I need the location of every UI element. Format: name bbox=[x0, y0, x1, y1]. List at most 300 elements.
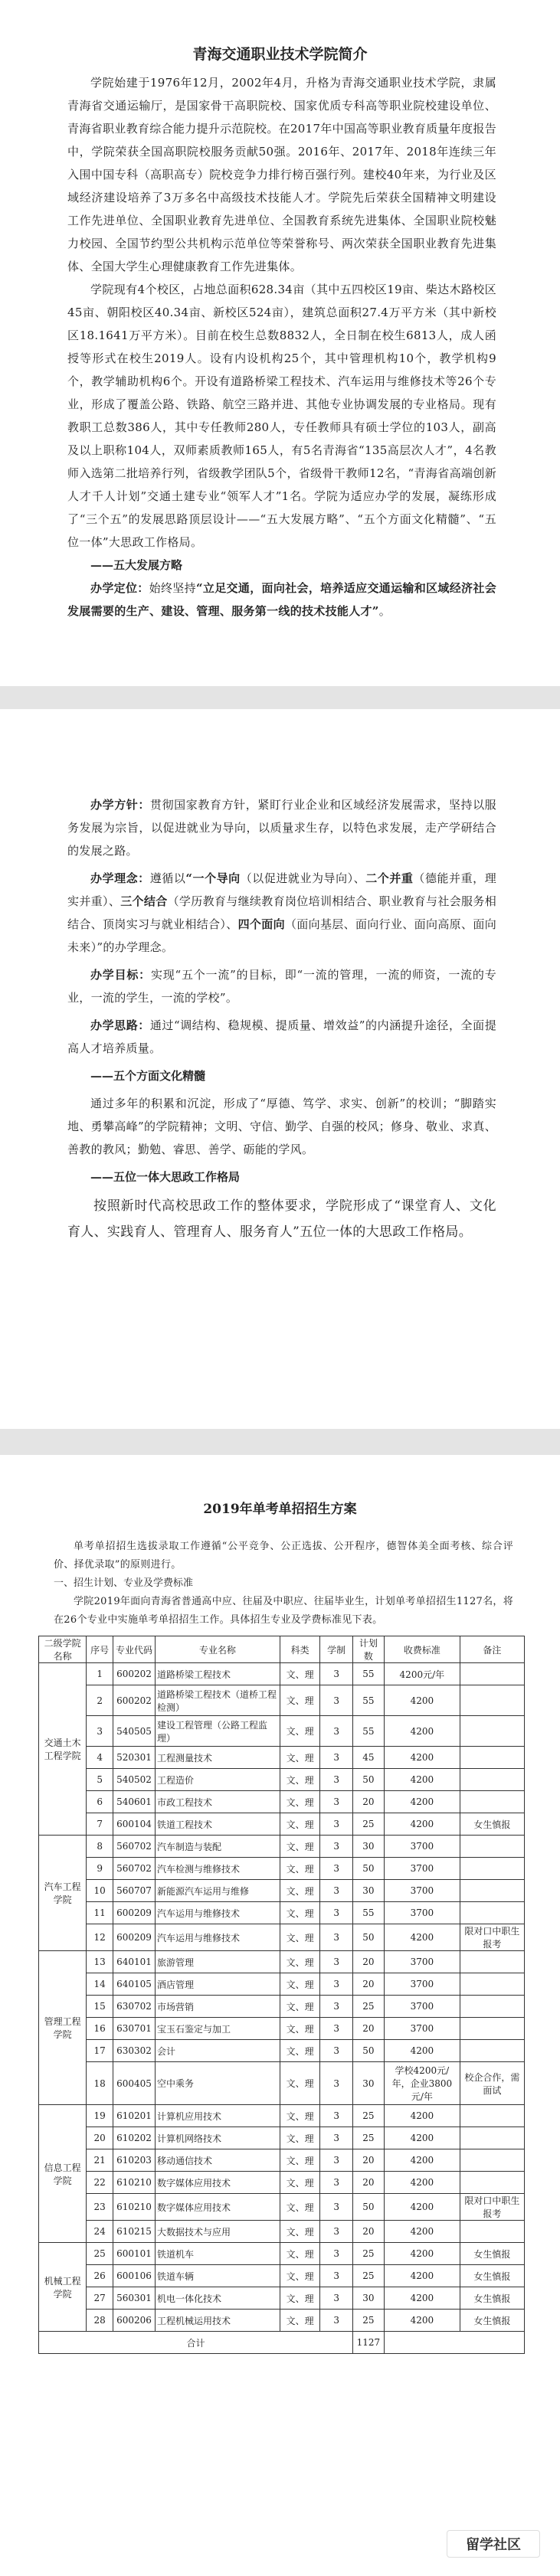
category-cell: 文、理 bbox=[280, 2310, 320, 2332]
category-cell: 文、理 bbox=[280, 1996, 320, 2018]
major-cell: 铁道机车 bbox=[155, 2243, 280, 2265]
category-cell: 文、理 bbox=[280, 1951, 320, 1973]
duration-cell: 3 bbox=[320, 1924, 353, 1951]
plan-cell: 25 bbox=[352, 2105, 384, 2127]
philosophy-part-5: 三个结合 bbox=[120, 894, 168, 908]
plan-cell: 20 bbox=[352, 2018, 384, 2040]
goal-text: 实现“五个一流”的目标，即“一流的管理，一流的师资，一流的专业，一流的学生，一流的学校”。 bbox=[67, 968, 496, 1005]
category-cell: 文、理 bbox=[280, 1769, 320, 1791]
duration-cell: 3 bbox=[320, 2243, 353, 2265]
fee-cell: 4200 bbox=[384, 2243, 460, 2265]
major-cell: 旅游管理 bbox=[155, 1951, 280, 1973]
index-cell: 18 bbox=[87, 2062, 113, 2105]
major-cell: 道路桥梁工程技术 bbox=[155, 1663, 280, 1685]
code-cell: 540505 bbox=[113, 1716, 156, 1747]
philosophy-part-3: 二个并重 bbox=[365, 871, 414, 885]
category-cell: 文、理 bbox=[280, 1716, 320, 1747]
philosophy-part-6: （学历教育与继续教育岗位培训相结合、职业教育与社会服务相结合、顶岗实习与就业相结合）、 bbox=[67, 894, 496, 931]
fee-cell: 4200 bbox=[384, 1769, 460, 1791]
college-cell: 汽车工程学院 bbox=[39, 1836, 87, 1951]
intro-paragraph-campus: 学院现有4个校区，占地总面积628.34亩（其中五四校区19亩、柴达木路校区45亩、朝阳校区40.34亩、新校区524亩），建筑总面积27.4万平方米（其中新校区18.1641万平方米）。目前在校生总数8832人，全日制在校生6813人，成人函授等形式在校生2019人。设有内设机构25个，其中管理机构10个，教学机构9个，教学辅助机构6个。开设有道路桥梁工程技术、汽车运用与维修技术等26个专业，形成了覆盖公路、铁路、航空三路并进、其他专业协调发展的专业格局。现有教职工总数386人，其中专任教师280人，专任教师具有硕士学位的103人，副高及以上职称104人，双师素质教师165人，有5名青海省“135高层次人才”，4名教师入选第二批培养行列，省级教学团队5个，省级骨干教师12名，“青海省高端创新人才千人计划”交通土建专业“领军人才”1名。学院为适应办学的发展，凝练形成了“三个五”的发展思路顶层设计——“五大发展方略”、“五个方面文化精髓”、“五位一体”大思政工作格局。 bbox=[67, 283, 496, 549]
goal-paragraph bbox=[67, 963, 496, 1009]
code-cell: 630702 bbox=[113, 1996, 156, 2018]
table-row bbox=[39, 1813, 525, 1836]
code-cell: 600202 bbox=[113, 1663, 156, 1685]
category-cell: 文、理 bbox=[280, 1791, 320, 1813]
table-row bbox=[39, 1996, 525, 2018]
code-cell: 600106 bbox=[113, 2265, 156, 2287]
remark-cell: 限对口中职生报考 bbox=[460, 2194, 524, 2221]
table-row bbox=[39, 2149, 525, 2172]
table-row bbox=[39, 2194, 525, 2221]
code-cell: 600104 bbox=[113, 1813, 156, 1836]
table-row bbox=[39, 1663, 525, 1685]
index-cell: 15 bbox=[87, 1996, 113, 2018]
code-cell: 560702 bbox=[113, 1858, 156, 1880]
remark-cell bbox=[460, 1685, 524, 1716]
duration-cell: 3 bbox=[320, 1813, 353, 1836]
admission-intro: 单考单招招生选拔录取工作遵循“公平竞争、公正选拔、公开程序，德智体美全面考核、综合评价、择优录取”的原则进行。 bbox=[54, 1541, 513, 1571]
policy-text: 贯彻国家教育方针，紧盯行业企业和区域经济发展需求，坚持以服务发展为宗旨，以促进就业为导向，以质量求生存，以特色求发展，走产学研结合的发展之路。 bbox=[67, 798, 496, 858]
category-cell: 文、理 bbox=[280, 2287, 320, 2310]
category-cell: 文、理 bbox=[280, 1747, 320, 1769]
remark-cell bbox=[460, 1791, 524, 1813]
index-cell: 5 bbox=[87, 1769, 113, 1791]
major-cell: 机电一体化技术 bbox=[155, 2287, 280, 2310]
remark-cell: 女生慎报 bbox=[460, 2287, 524, 2310]
major-cell: 空中乘务 bbox=[155, 2062, 280, 2105]
header-fee: 收费标准 bbox=[384, 1636, 460, 1663]
code-cell: 600405 bbox=[113, 2062, 156, 2105]
header-duration: 学制 bbox=[320, 1636, 353, 1663]
code-cell: 540601 bbox=[113, 1791, 156, 1813]
plan-cell: 50 bbox=[352, 2194, 384, 2221]
plan-cell: 45 bbox=[352, 1747, 384, 1769]
intro-paragraph-history: 学院始建于1976年12月，2002年4月，升格为青海交通职业技术学院，隶属青海省交通运输厅，是国家骨干高职院校、国家优质专科高等职业院校建设单位、青海省职业教育综合能力提升示范院校。在2017年中国高等职业教育质量年度报告中，学院荣获全国高职院校服务贡献50强。2016年、2017年、2018年连续三年入围中国专科（高职高专）院校竞争力排行榜百强行列。建校40年来，为行业及区域经济建设培养了3万多名中高级技术技能人才。学院先后荣获全国精神文明建设工作先进单位、全国职业教育先进单位、全国教育系统先进集体、全国职业院校魅力校园、全国节约型公共机构示范单位等荣誉称号、两次荣获全国职业教育先进集体、全国大学生心理健康教育工作先进集体。 bbox=[67, 76, 496, 273]
duration-cell: 3 bbox=[320, 2194, 353, 2221]
approach-label: 办学思路： bbox=[90, 1018, 150, 1032]
fee-cell: 3700 bbox=[384, 1858, 460, 1880]
major-cell: 数字媒体应用技术 bbox=[155, 2172, 280, 2194]
section-heading-ideology: ——五位一体大思政工作格局 bbox=[90, 1170, 241, 1184]
philosophy-part-4: （德能并重，理实并重）、 bbox=[67, 871, 496, 908]
duration-cell: 3 bbox=[320, 1836, 353, 1858]
index-cell: 1 bbox=[87, 1663, 113, 1685]
plan-cell: 25 bbox=[352, 1813, 384, 1836]
index-cell: 16 bbox=[87, 2018, 113, 2040]
total-empty bbox=[384, 2332, 524, 2354]
major-cell: 新能源汽车运用与维修 bbox=[155, 1880, 280, 1902]
category-cell: 文、理 bbox=[280, 1858, 320, 1880]
code-cell: 610202 bbox=[113, 2127, 156, 2149]
code-cell: 600206 bbox=[113, 2310, 156, 2332]
remark-cell bbox=[460, 1769, 524, 1791]
category-cell: 文、理 bbox=[280, 1813, 320, 1836]
index-cell: 27 bbox=[87, 2287, 113, 2310]
positioning-end: 。 bbox=[378, 604, 391, 618]
index-cell: 26 bbox=[87, 2265, 113, 2287]
table-row bbox=[39, 1791, 525, 1813]
table-row bbox=[39, 2243, 525, 2265]
plan-cell: 20 bbox=[352, 1951, 384, 1973]
remark-cell bbox=[460, 1716, 524, 1747]
policy-label: 办学方针： bbox=[90, 798, 150, 812]
remark-cell bbox=[460, 1902, 524, 1924]
plan-cell: 25 bbox=[352, 2265, 384, 2287]
header-code: 专业代码 bbox=[113, 1636, 156, 1663]
code-cell: 610210 bbox=[113, 2172, 156, 2194]
philosophy-part-0: 遵循以 bbox=[149, 871, 186, 885]
document-title: 青海交通职业技术学院简介 bbox=[192, 46, 368, 63]
category-cell: 文、理 bbox=[280, 2040, 320, 2062]
fee-cell: 4200 bbox=[384, 2194, 460, 2221]
fee-cell: 3700 bbox=[384, 1836, 460, 1858]
plan-cell: 50 bbox=[352, 1858, 384, 1880]
duration-cell: 3 bbox=[320, 2062, 353, 2105]
plan-cell: 30 bbox=[352, 1880, 384, 1902]
category-cell: 文、理 bbox=[280, 2221, 320, 2243]
intro-block bbox=[67, 71, 496, 623]
fee-cell: 4200 bbox=[384, 1924, 460, 1951]
major-cell: 汽车运用与维修技术 bbox=[155, 1924, 280, 1951]
major-cell: 道路桥梁工程技术（道桥工程检测） bbox=[155, 1685, 280, 1716]
major-cell: 工程测量技术 bbox=[155, 1747, 280, 1769]
table-row bbox=[39, 1880, 525, 1902]
duration-cell: 3 bbox=[320, 2127, 353, 2149]
plan-cell: 25 bbox=[352, 2127, 384, 2149]
fee-cell: 4200 bbox=[384, 2127, 460, 2149]
table-row bbox=[39, 1858, 525, 1880]
duration-cell: 3 bbox=[320, 1716, 353, 1747]
table-row bbox=[39, 1747, 525, 1769]
category-cell: 文、理 bbox=[280, 1836, 320, 1858]
index-cell: 20 bbox=[87, 2127, 113, 2149]
positioning-statement: “立足交通，面向社会，培养适应交通运输和区域经济社会发展需要的生产、建设、管理、服务第一线的技术技能人才” bbox=[67, 581, 496, 618]
duration-cell: 3 bbox=[320, 2105, 353, 2127]
index-cell: 23 bbox=[87, 2194, 113, 2221]
table-row bbox=[39, 2310, 525, 2332]
fee-cell: 4200 bbox=[384, 2287, 460, 2310]
fee-cell: 4200 bbox=[384, 2149, 460, 2172]
plan-cell: 20 bbox=[352, 2172, 384, 2194]
fee-cell: 4200 bbox=[384, 2040, 460, 2062]
index-cell: 3 bbox=[87, 1716, 113, 1747]
admission-plan-title: 2019年单考单招招生方案 bbox=[203, 1502, 357, 1517]
major-cell: 汽车运用与维修技术 bbox=[155, 1902, 280, 1924]
table-row bbox=[39, 1685, 525, 1716]
fee-cell: 4200 bbox=[384, 1685, 460, 1716]
plan-cell: 20 bbox=[352, 2149, 384, 2172]
major-cell: 建设工程管理（公路工程监理） bbox=[155, 1716, 280, 1747]
duration-cell: 3 bbox=[320, 1951, 353, 1973]
major-cell: 宝玉石鉴定与加工 bbox=[155, 2018, 280, 2040]
code-cell: 640105 bbox=[113, 1973, 156, 1996]
table-row bbox=[39, 2040, 525, 2062]
major-cell: 大数据技术与应用 bbox=[155, 2221, 280, 2243]
duration-cell: 3 bbox=[320, 2310, 353, 2332]
plan-cell: 50 bbox=[352, 2040, 384, 2062]
category-cell: 文、理 bbox=[280, 1880, 320, 1902]
remark-cell bbox=[460, 2149, 524, 2172]
section-heading-culture: ——五个方面文化精髓 bbox=[90, 1069, 206, 1083]
index-cell: 4 bbox=[87, 1747, 113, 1769]
fee-cell: 4200元/年 bbox=[384, 1663, 460, 1685]
fee-cell: 4200 bbox=[384, 2172, 460, 2194]
code-cell: 610201 bbox=[113, 2105, 156, 2127]
document-page-3 bbox=[0, 1455, 560, 2576]
code-cell: 560702 bbox=[113, 1836, 156, 1858]
index-cell: 11 bbox=[87, 1902, 113, 1924]
positioning-pre: 始终坚持 bbox=[149, 581, 196, 595]
category-cell: 文、理 bbox=[280, 1902, 320, 1924]
fee-cell: 4200 bbox=[384, 2221, 460, 2243]
index-cell: 12 bbox=[87, 1924, 113, 1951]
major-cell: 铁道车辆 bbox=[155, 2265, 280, 2287]
header-remark: 备注 bbox=[460, 1636, 524, 1663]
major-cell: 汽车检测与维修技术 bbox=[155, 1858, 280, 1880]
table-body bbox=[39, 1663, 525, 2354]
table-row bbox=[39, 1769, 525, 1791]
remark-cell bbox=[460, 2127, 524, 2149]
philosophy-part-1: “一个导向 bbox=[185, 871, 241, 885]
plan-cell: 30 bbox=[352, 2062, 384, 2105]
category-cell: 文、理 bbox=[280, 1685, 320, 1716]
remark-cell bbox=[460, 1858, 524, 1880]
header-plan: 计划数 bbox=[352, 1636, 384, 1663]
duration-cell: 3 bbox=[320, 2172, 353, 2194]
remark-cell bbox=[460, 2105, 524, 2127]
fee-cell: 4200 bbox=[384, 2265, 460, 2287]
table-row bbox=[39, 1951, 525, 1973]
fee-cell: 3700 bbox=[384, 1902, 460, 1924]
index-cell: 10 bbox=[87, 1880, 113, 1902]
remark-cell bbox=[460, 2040, 524, 2062]
major-cell: 会计 bbox=[155, 2040, 280, 2062]
positioning-paragraph bbox=[67, 577, 496, 623]
index-cell: 9 bbox=[87, 1858, 113, 1880]
table-row bbox=[39, 1716, 525, 1747]
table-row bbox=[39, 2221, 525, 2243]
code-cell: 600209 bbox=[113, 1902, 156, 1924]
college-cell: 管理工程学院 bbox=[39, 1951, 87, 2105]
fee-cell: 4200 bbox=[384, 1747, 460, 1769]
culture-paragraph: 通过多年的积累和沉淀，形成了“厚德、笃学、求实、创新”的校训；“脚踏实地、勇攀高峰”的学院精神；文明、守信、勤学、自强的校风；修身、敬业、求真、善教的教风；勤勉、睿思、善学、砺能的学风。 bbox=[67, 1097, 496, 1156]
remark-cell: 校企合作，需面试 bbox=[460, 2062, 524, 2105]
code-cell: 600101 bbox=[113, 2243, 156, 2265]
fee-cell: 4200 bbox=[384, 1716, 460, 1747]
code-cell: 600209 bbox=[113, 1924, 156, 1951]
duration-cell: 3 bbox=[320, 1747, 353, 1769]
duration-cell: 3 bbox=[320, 1880, 353, 1902]
fee-cell: 3700 bbox=[384, 1996, 460, 2018]
college-cell: 机械工程学院 bbox=[39, 2243, 87, 2332]
code-cell: 540502 bbox=[113, 1769, 156, 1791]
index-cell: 6 bbox=[87, 1791, 113, 1813]
category-cell: 文、理 bbox=[280, 2172, 320, 2194]
fee-cell: 4200 bbox=[384, 2310, 460, 2332]
approach-paragraph bbox=[67, 1014, 496, 1060]
category-cell: 文、理 bbox=[280, 2243, 320, 2265]
philosophy-label: 办学理念： bbox=[90, 871, 150, 885]
plan-cell: 55 bbox=[352, 1902, 384, 1924]
index-cell: 17 bbox=[87, 2040, 113, 2062]
category-cell: 文、理 bbox=[280, 2194, 320, 2221]
category-cell: 文、理 bbox=[280, 1924, 320, 1951]
code-cell: 610210 bbox=[113, 2194, 156, 2221]
positioning-label: 办学定位： bbox=[90, 581, 149, 595]
index-cell: 2 bbox=[87, 1685, 113, 1716]
major-cell: 计算机应用技术 bbox=[155, 2105, 280, 2127]
philosophy-part-2: （以促进就业为导向）、 bbox=[240, 871, 366, 885]
fee-cell: 3700 bbox=[384, 1951, 460, 1973]
code-cell: 630302 bbox=[113, 2040, 156, 2062]
total-label: 合计 bbox=[39, 2332, 353, 2354]
remark-cell bbox=[460, 1836, 524, 1858]
goal-label: 办学目标： bbox=[90, 968, 151, 982]
policy-paragraph bbox=[67, 793, 496, 862]
code-cell: 640101 bbox=[113, 1951, 156, 1973]
duration-cell: 3 bbox=[320, 1769, 353, 1791]
major-cell: 计算机网络技术 bbox=[155, 2127, 280, 2149]
category-cell: 文、理 bbox=[280, 2265, 320, 2287]
admission-table-wrap bbox=[38, 1636, 525, 2354]
index-cell: 21 bbox=[87, 2149, 113, 2172]
duration-cell: 3 bbox=[320, 2018, 353, 2040]
admission-table bbox=[38, 1636, 525, 2354]
index-cell: 14 bbox=[87, 1973, 113, 1996]
index-cell: 8 bbox=[87, 1836, 113, 1858]
major-cell: 汽车制造与装配 bbox=[155, 1836, 280, 1858]
plan-cell: 20 bbox=[352, 1791, 384, 1813]
ideology-paragraph: 按照新时代高校思政工作的整体要求，学院形成了“课堂育人、文化育人、实践育人、管理育人、服务育人”五位一体的大思政工作格局。 bbox=[67, 1198, 496, 1240]
header-category: 科类 bbox=[280, 1636, 320, 1663]
section-heading-strategy: ——五大发展方略 bbox=[90, 558, 183, 572]
remark-cell bbox=[460, 1747, 524, 1769]
remark-cell: 女生慎报 bbox=[460, 2310, 524, 2332]
table-row bbox=[39, 2018, 525, 2040]
duration-cell: 3 bbox=[320, 2221, 353, 2243]
index-cell: 7 bbox=[87, 1813, 113, 1836]
remark-cell: 女生慎报 bbox=[460, 1813, 524, 1836]
philosophy-part-8: （面向基层、面向行业、面向高原、面向未来）”的办学理念。 bbox=[67, 917, 496, 954]
table-row bbox=[39, 1924, 525, 1951]
fee-cell: 3700 bbox=[384, 2018, 460, 2040]
fee-cell: 4200 bbox=[384, 2105, 460, 2127]
fee-cell: 4200 bbox=[384, 1813, 460, 1836]
code-cell: 630701 bbox=[113, 2018, 156, 2040]
duration-cell: 3 bbox=[320, 1996, 353, 2018]
section-plan-heading: 一、招生计划、专业及学费标准 bbox=[54, 1577, 194, 1589]
plan-cell: 20 bbox=[352, 1973, 384, 1996]
table-row bbox=[39, 1836, 525, 1858]
duration-cell: 3 bbox=[320, 2040, 353, 2062]
major-cell: 铁道工程技术 bbox=[155, 1813, 280, 1836]
watermark-logo: 留学社区 bbox=[447, 2530, 540, 2558]
remark-cell: 限对口中职生报考 bbox=[460, 1924, 524, 1951]
category-cell: 文、理 bbox=[280, 1973, 320, 1996]
category-cell: 文、理 bbox=[280, 2018, 320, 2040]
code-cell: 520301 bbox=[113, 1747, 156, 1769]
major-cell: 数字媒体应用技术 bbox=[155, 2194, 280, 2221]
header-major: 专业名称 bbox=[155, 1636, 280, 1663]
page-separator-2 bbox=[0, 1429, 560, 1455]
plan-cell: 50 bbox=[352, 1924, 384, 1951]
approach-text: 通过“调结构、稳规模、提质量、增效益”的内涵提升途径，全面提高人才培养质量。 bbox=[67, 1018, 496, 1055]
plan-cell: 30 bbox=[352, 2287, 384, 2310]
plan-cell: 25 bbox=[352, 1996, 384, 2018]
plan-cell: 55 bbox=[352, 1716, 384, 1747]
plan-cell: 25 bbox=[352, 2243, 384, 2265]
major-cell: 工程造价 bbox=[155, 1769, 280, 1791]
remark-cell bbox=[460, 2018, 524, 2040]
fee-cell: 3700 bbox=[384, 1880, 460, 1902]
index-cell: 28 bbox=[87, 2310, 113, 2332]
code-cell: 560707 bbox=[113, 1880, 156, 1902]
plan-cell: 20 bbox=[352, 2221, 384, 2243]
total-value: 1127 bbox=[352, 2332, 384, 2354]
fee-cell: 学校4200元/年，企业3800元/年 bbox=[384, 2062, 460, 2105]
page-separator-1 bbox=[0, 686, 560, 709]
remark-cell bbox=[460, 1973, 524, 1996]
index-cell: 25 bbox=[87, 2243, 113, 2265]
document-page-2 bbox=[0, 709, 560, 1429]
duration-cell: 3 bbox=[320, 1902, 353, 1924]
principles-block bbox=[67, 793, 496, 1245]
philosophy-part-7: 四个面向 bbox=[237, 917, 285, 931]
college-cell: 信息工程学院 bbox=[39, 2105, 87, 2243]
category-cell: 文、理 bbox=[280, 2127, 320, 2149]
table-row bbox=[39, 2062, 525, 2105]
category-cell: 文、理 bbox=[280, 2105, 320, 2127]
category-cell: 文、理 bbox=[280, 1663, 320, 1685]
header-index: 序号 bbox=[87, 1636, 113, 1663]
table-row bbox=[39, 2265, 525, 2287]
section-plan-text: 学院2019年面向青海省普通高中应、往届及中职应、往届毕业生，计划单考单招招生1127名，将在26个专业中实施单考单招招生工作。具体招生专业及学费标准见下表。 bbox=[54, 1596, 513, 1626]
code-cell: 610203 bbox=[113, 2149, 156, 2172]
table-total-row bbox=[39, 2332, 525, 2354]
major-cell: 酒店管理 bbox=[155, 1973, 280, 1996]
table-header-row bbox=[39, 1636, 525, 1663]
remark-cell bbox=[460, 1996, 524, 2018]
index-cell: 13 bbox=[87, 1951, 113, 1973]
category-cell: 文、理 bbox=[280, 2149, 320, 2172]
college-cell: 交通土木工程学院 bbox=[39, 1663, 87, 1836]
table-row bbox=[39, 1973, 525, 1996]
remark-cell bbox=[460, 1880, 524, 1902]
fee-cell: 4200 bbox=[384, 1791, 460, 1813]
remark-cell bbox=[460, 1951, 524, 1973]
remark-cell bbox=[460, 1663, 524, 1685]
major-cell: 市场营销 bbox=[155, 1996, 280, 2018]
philosophy-paragraph bbox=[67, 867, 496, 959]
duration-cell: 3 bbox=[320, 1791, 353, 1813]
code-cell: 600202 bbox=[113, 1685, 156, 1716]
document-page-1 bbox=[0, 0, 560, 686]
table-row bbox=[39, 1902, 525, 1924]
remark-cell: 女生慎报 bbox=[460, 2243, 524, 2265]
duration-cell: 3 bbox=[320, 1663, 353, 1685]
plan-cell: 30 bbox=[352, 1836, 384, 1858]
code-cell: 560301 bbox=[113, 2287, 156, 2310]
fee-cell: 3700 bbox=[384, 1973, 460, 1996]
table-row bbox=[39, 2105, 525, 2127]
remark-cell: 女生慎报 bbox=[460, 2265, 524, 2287]
plan-cell: 25 bbox=[352, 2310, 384, 2332]
remark-cell bbox=[460, 2172, 524, 2194]
major-cell: 移动通信技术 bbox=[155, 2149, 280, 2172]
index-cell: 19 bbox=[87, 2105, 113, 2127]
plan-cell: 55 bbox=[352, 1663, 384, 1685]
